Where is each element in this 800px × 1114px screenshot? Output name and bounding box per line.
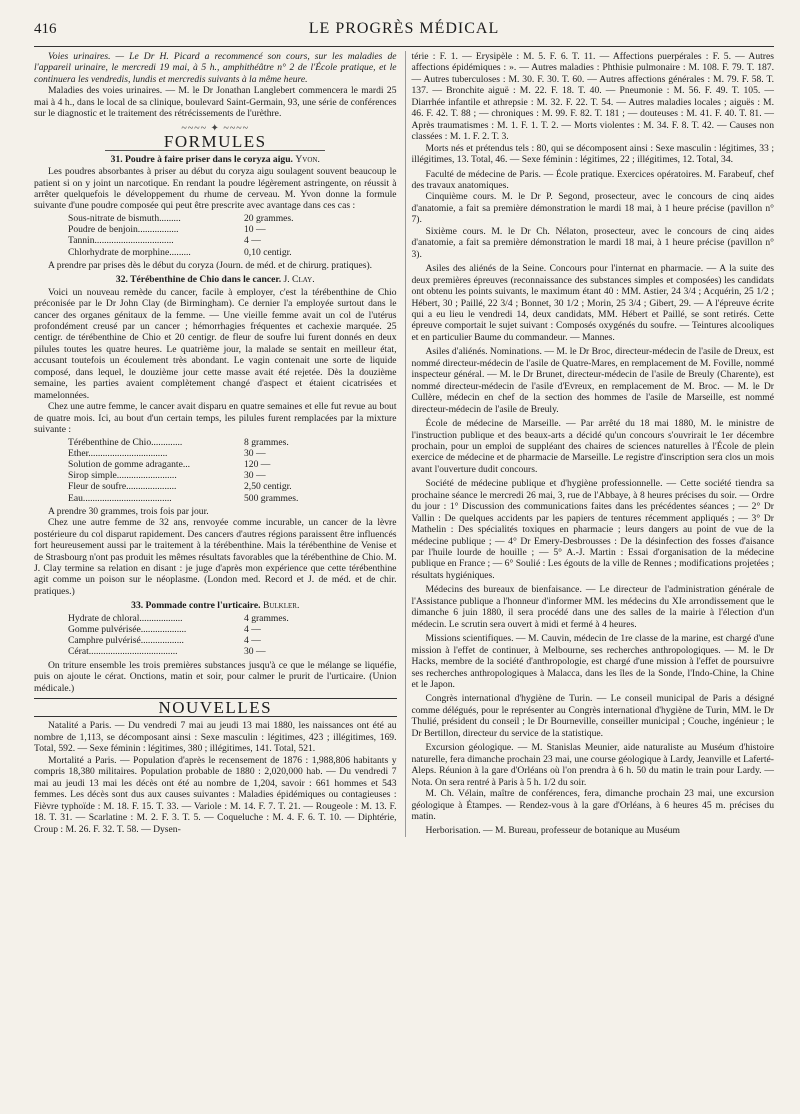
asiles-seine-paragraph: Asiles des aliénés de la Seine. Concours pour l'internat en pharmacie. — A la suite des deux premières épreuves (reconnaissance des substances simples et composées) les candidats ont obtenu les points suivants, le maximum étant 40 : MM. Astier, 24 3/4 ; Acquérin, 25 1/2 ; Hébert, 30 ; Paillé, 22 3/4 ; Bonnet, 30 1/2 ; Morin, 25 3/4 ; Gibert, 29. — A l'épreuve écrite qui a eu lieu le vendredi 14, deux candidats, MM. Hébert et Paillé, se sont retirés. Cette épreuve comportait le sujet suivant : Composés oxygénés du soufre. — Teintures alcooliques et en particulier Baume du commandeur. — Mannes.: [411, 263, 774, 343]
recipe-31-author: Yvon.: [295, 153, 320, 165]
ingredient-name: Fleur de soufre.....................: [68, 481, 177, 493]
ingredient-row: [68, 437, 316, 448]
faculte-paragraph-3: Sixième cours. M. le Dr Ch. Nélaton, prosecteur, avec le concours de cinq aides d'anatomie, a fait sa première démonstration le mardi 18 mai, à 1 heure précise (pavillon n° 3).: [411, 225, 774, 260]
ingredient-qty: 4 —: [244, 635, 261, 647]
nouvelles-banner: [34, 698, 397, 717]
ingredient-row: [68, 493, 316, 504]
ingredient-name: Solution de gomme adragante...: [68, 458, 191, 470]
ingredient-row: [68, 481, 316, 492]
right-column: [406, 51, 775, 837]
asiles-alienes-paragraph: Asiles d'aliénés. Nominations. — M. le Dr Broc, directeur-médecin de l'asile de Dreux, est nommé directeur-médecin de l'asile de Quatre-Mares, en remplacement de M. Foville, nommé inspecteur général. — M. le Dr Brunet, directeur-médecin de l'asile de Breuly (Charente), est nommé directeur-médecin de l'asile d'Evreux, en remplacement de M. Broc. — M. le Dr Cullère, médecin en chef de la section des hommes de l'asile de Marseille, est nommé directeur-médecin de l'asile de Breuly.: [411, 346, 774, 415]
left-column: [34, 51, 406, 837]
recipe-32-text-2: Chez une autre femme, le cancer avait disparu en quatre semaines et elle fut revue au bout de quatre mois. Ici, au bout d'un certain temps, les pilules furent remplacées par la mixture suivante :: [34, 401, 397, 436]
header-rule: [34, 46, 774, 47]
societe-paragraph: Société de médecine publique et d'hygiène professionnelle. — Cette société tiendra sa prochaine séance le mercredi 26 mai, 3, rue de l'Abbaye, à 8 heures précises du soir. — Ordre du jour : 1° Discussion des communications faites dans les précédentes séances ; — 2° Dr Vallin : De quelques accidents par les papiers de tentures récemment appliqués ; — 3° Dr Mathelin : Des spécialités toxiques en pharmacie ; leurs dangers au point de vue de la médecine publique ; — 4° Dr Emery-Desbrousses : De la désinfection des fosses d'aisance par l'huile lourde de houille ; — 5° A.-J. Martin : Essai d'organisation de la médecine publique en France ; — 6° Soulié : Les égouts de la ville de Rennes ; modifications projetées ; résultats hygiéniques.: [411, 478, 774, 581]
ingredient-row: [68, 624, 316, 635]
recipe-31-after: A prendre par prises dès le début du coryza (Journ. de méd. et de chirurg. pratiques).: [48, 259, 373, 271]
congres-paragraph: Congrès international d'hygiène de Turin. — Le conseil municipal de Paris a désigné comme délégués, pour le représenter au Congrès international d'hygiène de Turin, MM. le Dr Thulié, président du conseil ; le Dr Bourneville, conseiller municipal ; Couche, ingénieur ; le Dr Bertillon, directeur du service de la statistique.: [411, 693, 774, 739]
page-number: 416: [34, 21, 57, 37]
ingredient-qty: 30 —: [244, 470, 266, 482]
recipe-32-formula: [68, 437, 316, 504]
voies-urinaires-1: Voies urinaires. — Le Dr H. Picard a recommencé son cours, sur les maladies de l'appareil urinaire, le mercredi 19 mai, à 5 h., amphithéâtre n° 2 de l'École pratique, et le continuera les vendredis, lundis et mercredis suivants à la même heure.: [34, 51, 397, 85]
ingredient-row: [68, 235, 316, 246]
ingredient-qty: 8 grammes.: [244, 436, 289, 448]
recipe-32-title: [34, 274, 397, 285]
ingredient-qty: 4 —: [244, 624, 261, 635]
velain-paragraph: M. Ch. Vélain, maître de conférences, fera, dimanche prochain 23 mai, une excursion géologique à Étampes. — Rendez-vous à la gare d'Orléans, à 6 heures 45 m. précises du matin.: [411, 788, 774, 822]
ingredient-name: Camphre pulvérisé..................: [68, 635, 184, 647]
ingredient-row: [68, 635, 316, 646]
ingredient-name: Hydrate de chloral..................: [68, 612, 183, 624]
ingredient-qty: 500 grammes.: [244, 492, 299, 504]
recipe-32-text-3: Chez une autre femme de 32 ans, renvoyée comme incurable, un cancer de la lèvre postérieure du col disparut rapidement. Des cancers d'autres régions paraissent être influencés fort heureusement aussi par le traitement à la térébenthine. Mais la térébenthine de Venise et de Strasbourg n'ont pas produit les mêmes résultats favorables que la térébenthine de Chio. M. J. Clay termine sa relation en disant : je juge d'après mon expérience que cette térébenthine agit comme un poison sur le néoplasme. (London med. Record et J. de méd. et de chir. pratiques.): [34, 517, 397, 597]
ingredient-name: Cérat.....................................: [68, 646, 178, 658]
ingredient-qty: 0,10 centigr.: [244, 246, 292, 258]
ingredient-name: Sirop simple.........................: [68, 470, 177, 482]
ingredient-name: Eau.....................................: [68, 492, 172, 504]
mortalite-paragraph: Mortalité a Paris. — Population d'après le recensement de 1876 : 1,988,806 habitants y compris 18,380 militaires. Population probable de 1880 : 2,020,000 hab. — Du vendredi 7 mai au jeudi 13 mai les décès ont été au nombre de 1,204, savoir : 661 hommes et 543 femmes. Les décès sont dus aux causes suivantes : Maladies épidémiques ou contagieuses : Fièvre typhoïde : M. 18. F. 15. T. 33. — Variole : M. 14. F. 7. T. 21. — Rougeole : M. 13. F. 18. T. 31. — Scarlatine : M. 2. F. 3. T. 5. — Coqueluche : M. 4. F. 6. T. 10. — Diphtérie, Croup : M. 26. F. 32. T. 58. — Dysen-: [34, 754, 397, 835]
ingredient-name: Chlorhydrate de morphine.........: [68, 246, 191, 258]
medecins-bureaux-paragraph: Médecins des bureaux de bienfaisance. — Le directeur de l'administration générale de l'Assistance publique a l'honneur d'informer MM. les médecins du XIe arrondissement que le dimanche 6 juin 1880, il sera procédé dans une des salles de la mairie à l'élection d'un médecin. Le scrutin sera ouvert à midi et fermé à 4 heures.: [411, 584, 774, 630]
recipe-32-dose: A prendre 30 grammes, trois fois par jour.: [48, 505, 209, 517]
ingredient-qty: 4 grammes.: [244, 612, 289, 624]
recipe-32-text-1: Voici un nouveau remède du cancer, facile à employer, c'est la térébenthine de Chio préconisée par le Dr John Clay (de Birmingham). Ce dernier l'a employée surtout dans le cancer des organes génitaux de la femme. — Une vieille femme avait un col de l'utérus profondément creusé par un cancer ; hémorrhagies fréquentes et cachexie marquée. 25 centigr. de térébenthine de Chio et 20 centigr. de fleur de soufre lui furent donnés en deux pilules toutes les quatre heures. Le quatrième jour, la malade se sentait en meilleur état, accusant toutefois un écoulement très abondant. Le vagin contenait une sorte de liquide composé, dans lequel, le douzième jour cette masse avait été rejetée. Dès la douzième semaine, les parties avaient complètement changé d'aspect et étaient cicatrisées et mamelonnées.: [34, 286, 397, 401]
ingredient-qty: 20 grammes.: [244, 212, 294, 224]
faculte-paragraph-2: Cinquième cours. M. le Dr P. Segond, prosecteur, avec le concours de cinq aides d'anatomie, a fait sa première démonstration le mardi 18 mai, à 1 heure précise (pavillon n° 7).: [411, 191, 774, 226]
ingredient-qty: 2,50 centigr.: [244, 481, 292, 493]
missions-paragraph: Missions scientifiques. — M. Cauvin, médecin de 1re classe de la marine, est chargé d'une mission à l'effet de continuer, à Melbourne, ses recherches anthropologiques. — M. le Dr Hacks, membre de la société d'anthropologie, est chargé d'une mission à l'effet de poursuivre ses recherches anthropologiques à Malacca, dans les îles de la Sonde, l'Indo-Chine, la Chine et le Japon.: [411, 633, 774, 691]
recipe-33-text: On triture ensemble les trois premières substances jusqu'à ce que le mélange se liquéfie, puis on ajoute le cérat. Onctions, matin et soir, pour calmer le prurit de l'urticaire. (Union médicale.): [34, 659, 397, 694]
recipe-33-formula: [68, 613, 316, 658]
herborisation-paragraph: Herborisation. — M. Bureau, professeur de botanique au Muséum: [425, 825, 680, 837]
ingredient-row: [68, 646, 316, 657]
ecole-marseille-paragraph: École de médecine de Marseille. — Par arrêté du 18 mai 1880, M. le ministre de l'instruction publique et des beaux-arts a décidé qu'un concours s'ouvrirait le 1er décembre prochain, pour un emploi de suppléant des chaires de sciences naturelles à l'École de plein exercice de médecine et de pharmacie de Marseille. Le registre d'inscription sera clos un mois avant l'ouverture dudit concours.: [411, 418, 774, 475]
ingredient-name: Tannin.................................: [68, 235, 174, 247]
formules-title: FORMULES: [163, 132, 267, 152]
ingredient-qty: 4 —: [244, 235, 261, 247]
recipe-33-name: 33. Pommade contre l'urticaire.: [131, 600, 261, 612]
ingredient-row: [68, 459, 316, 470]
ingredient-row: [68, 613, 316, 624]
page-header: [34, 20, 774, 42]
ingredient-row: [68, 213, 316, 224]
ingredient-row: [68, 448, 316, 459]
ornament-divider: ~~~~ ✦ ~~~~: [181, 122, 250, 134]
ingredient-name: Gomme pulvérisée...................: [68, 624, 187, 635]
ingredient-row: [68, 247, 316, 258]
nouvelles-title: NOUVELLES: [158, 697, 273, 717]
recipe-32-name: 32. Térébenthine de Chio dans le cancer.: [115, 274, 282, 286]
ingredient-name: Ether.................................: [68, 447, 168, 459]
ingredient-row: [68, 470, 316, 481]
ingredient-name: Poudre de benjoin.................: [68, 224, 179, 236]
ingredient-name: Sous-nitrate de bismuth.........: [68, 212, 181, 224]
ingredient-qty: 120 —: [244, 458, 271, 470]
ingredient-name: Térébenthine de Chio.............: [68, 436, 183, 448]
recipe-33-title: [34, 600, 397, 611]
natalite-paragraph: Natalité a Paris. — Du vendredi 7 mai au jeudi 13 mai 1880, les naissances ont été au nombre de 1,113, se décomposant ainsi : Sexe masculin : légitimes, 423 ; illégitimes, 169. Total, 592. — Sexe féminin : légitimes, 380 ; illégitimes, 141. Total, 521.: [34, 720, 397, 755]
ingredient-row: [68, 224, 316, 235]
columns: [34, 51, 774, 837]
recipe-31-formula: [68, 213, 316, 258]
ingredient-qty: 30 —: [244, 646, 266, 658]
recipe-31-text: Les poudres absorbantes à priser au début du coryza aigu soulagent souvent beaucoup le patient si on y joint un narcotique. En rendant la poudre légèrement astringente, on réussit à arrêter quelquefois le développement du rhume de cerveau. M. Yvon donne la formule suivante d'une poudre composée qui peut être prescrite avec avantage dans ces cas :: [34, 166, 397, 212]
morts-nes-paragraph: Morts nés et prétendus tels : 80, qui se décomposent ainsi : Sexe masculin : légitimes, 33 ; illégitimes, 13. Total, 46. — Sexe féminin : légitimes, 22 ; illégitimes, 12. Total, 34.: [411, 142, 774, 166]
mortalite-continued: térie : F. 1. — Erysipèle : M. 5. F. 6. T. 11. — Affections puerpérales : F. 5. — Autres affections épidémiques : ». — Autres maladies : Phthisie pulmonaire : M. 108. F. 79. T. 187. — Autres tuberculoses : M. 30. F. 30. T. 60. — Autres affections générales : M. 79. F. 58. T. 137. — Bronchite aiguë : M. 22. F. 18. T. 40. — Pneumonie : M. 56. F. 49. T. 105. — Diarrhée infantile et athrepsie : M. 32. F. 22. T. 54. — Autres maladies locales ; aiguës : M. 46. F. 42. T. 88 ; — chroniques : M. 99. F. 82. T. 181 ; — douteuses : M. 41. F. 40. T. 81. — Après traumatismes : M. 1. F. 1. T. 2. — Morts violentes : M. 34. F. 8. T. 42. — Causes non classées : M. 1. F. 2. T. 3.: [411, 51, 774, 143]
running-head: LE PROGRÈS MÉDICAL: [308, 20, 500, 37]
faculte-paragraph-1: Faculté de médecine de Paris. — École pratique. Exercices opératoires. M. Farabeuf, chef des travaux anatomiques.: [411, 168, 774, 191]
recipe-32-author: J. Clay.: [283, 274, 315, 286]
ingredient-qty: 10 —: [244, 224, 266, 236]
recipe-31-title: [34, 154, 397, 165]
excursion-paragraph: Excursion géologique. — M. Stanislas Meunier, aide naturaliste au Muséum d'histoire naturelle, fera dimanche prochain 23 mai, une course géologique à Lardy, Jeanville et Laferté-Aleps. Réunion à la gare d'Orléans où l'on prendra à 6 h. 50 du matin le train pour Lardy. — Nota. On sera rentré à Paris à 5 h. 1/2 du soir.: [411, 742, 774, 788]
ingredient-qty: 30 —: [244, 447, 266, 459]
recipe-31-name: 31. Poudre à faire priser dans le coryza aigu.: [110, 153, 293, 165]
recipe-33-author: Bulkler.: [262, 600, 300, 612]
voies-urinaires-2: Maladies des voies urinaires. — M. le Dr Jonathan Langlebert commencera le mardi 25 mai à 4 h., dans le local de sa clinique, boulevard Saint-Germain, 93, une série de conférences sur le diagnostic et le traitement des rétrécissements de l'urèthre.: [34, 85, 397, 120]
